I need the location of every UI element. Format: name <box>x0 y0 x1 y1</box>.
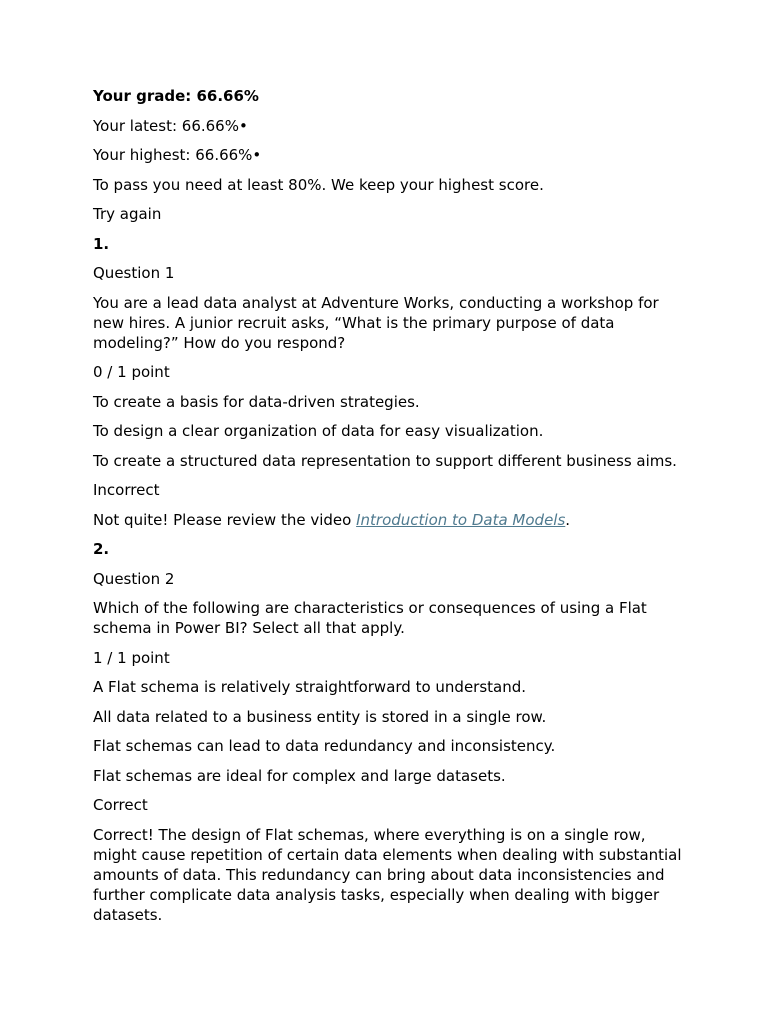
answer-option[interactable]: All data related to a business entity is stored in a single row. <box>93 707 547 726</box>
pass-requirement: To pass you need at least 80%. We keep your highest score. <box>93 175 544 194</box>
result-status: Correct <box>93 796 148 814</box>
question-label: Question 2 <box>93 569 175 588</box>
question-score: 0 / 1 point <box>93 363 170 381</box>
answer-option[interactable]: A Flat schema is relatively straightforward to understand. <box>93 678 527 696</box>
feedback <box>93 510 683 530</box>
answer-option[interactable]: To design a clear organization of data for easy visualization. <box>93 422 544 440</box>
question-number: 2. <box>93 540 110 558</box>
answer-option[interactable]: To create a structured data representation to support different business aims. <box>93 451 677 470</box>
feedback-text: Not quite! Please review the video <box>93 510 357 529</box>
answer-option[interactable]: To create a basis for data-driven strategies. <box>93 392 420 411</box>
question-2 <box>93 539 683 925</box>
result-status: Incorrect <box>93 481 160 499</box>
question-1 <box>93 234 683 530</box>
grade-title: Your grade: 66.66% <box>93 87 259 105</box>
highest-grade: Your highest: 66.66%• <box>93 146 262 164</box>
try-again-link[interactable]: Try again <box>93 205 162 223</box>
answer-option[interactable]: Flat schemas are ideal for complex and large datasets. <box>93 766 506 785</box>
answer-option[interactable]: Flat schemas can lead to data redundancy and inconsistency. <box>93 737 556 755</box>
question-label: Question 1 <box>93 264 175 282</box>
feedback-text: Correct! The design of Flat schemas, where everything is on a single row, might cause repetition of certain data elements when dealing with substantial amounts of data. This redundancy can bring about data inconsistencies and further complicate data analysis tasks, especially when dealing with bigger datasets. <box>93 825 682 924</box>
quiz-results <box>93 86 683 934</box>
question-prompt: You are a lead data analyst at Adventure Works, conducting a workshop for new hires. A junior recruit asks, “What is the primary purpose of data modeling?” How do you respond? <box>93 293 659 352</box>
review-video-link[interactable]: Introduction to Data Models <box>356 510 566 529</box>
question-score: 1 / 1 point <box>93 648 170 667</box>
latest-grade: Your latest: 66.66%• <box>93 116 248 135</box>
question-number: 1. <box>93 234 110 253</box>
feedback-period: . <box>565 510 571 529</box>
question-prompt: Which of the following are characteristics or consequences of using a Flat schema in Power BI? Select all that apply. <box>93 599 647 637</box>
